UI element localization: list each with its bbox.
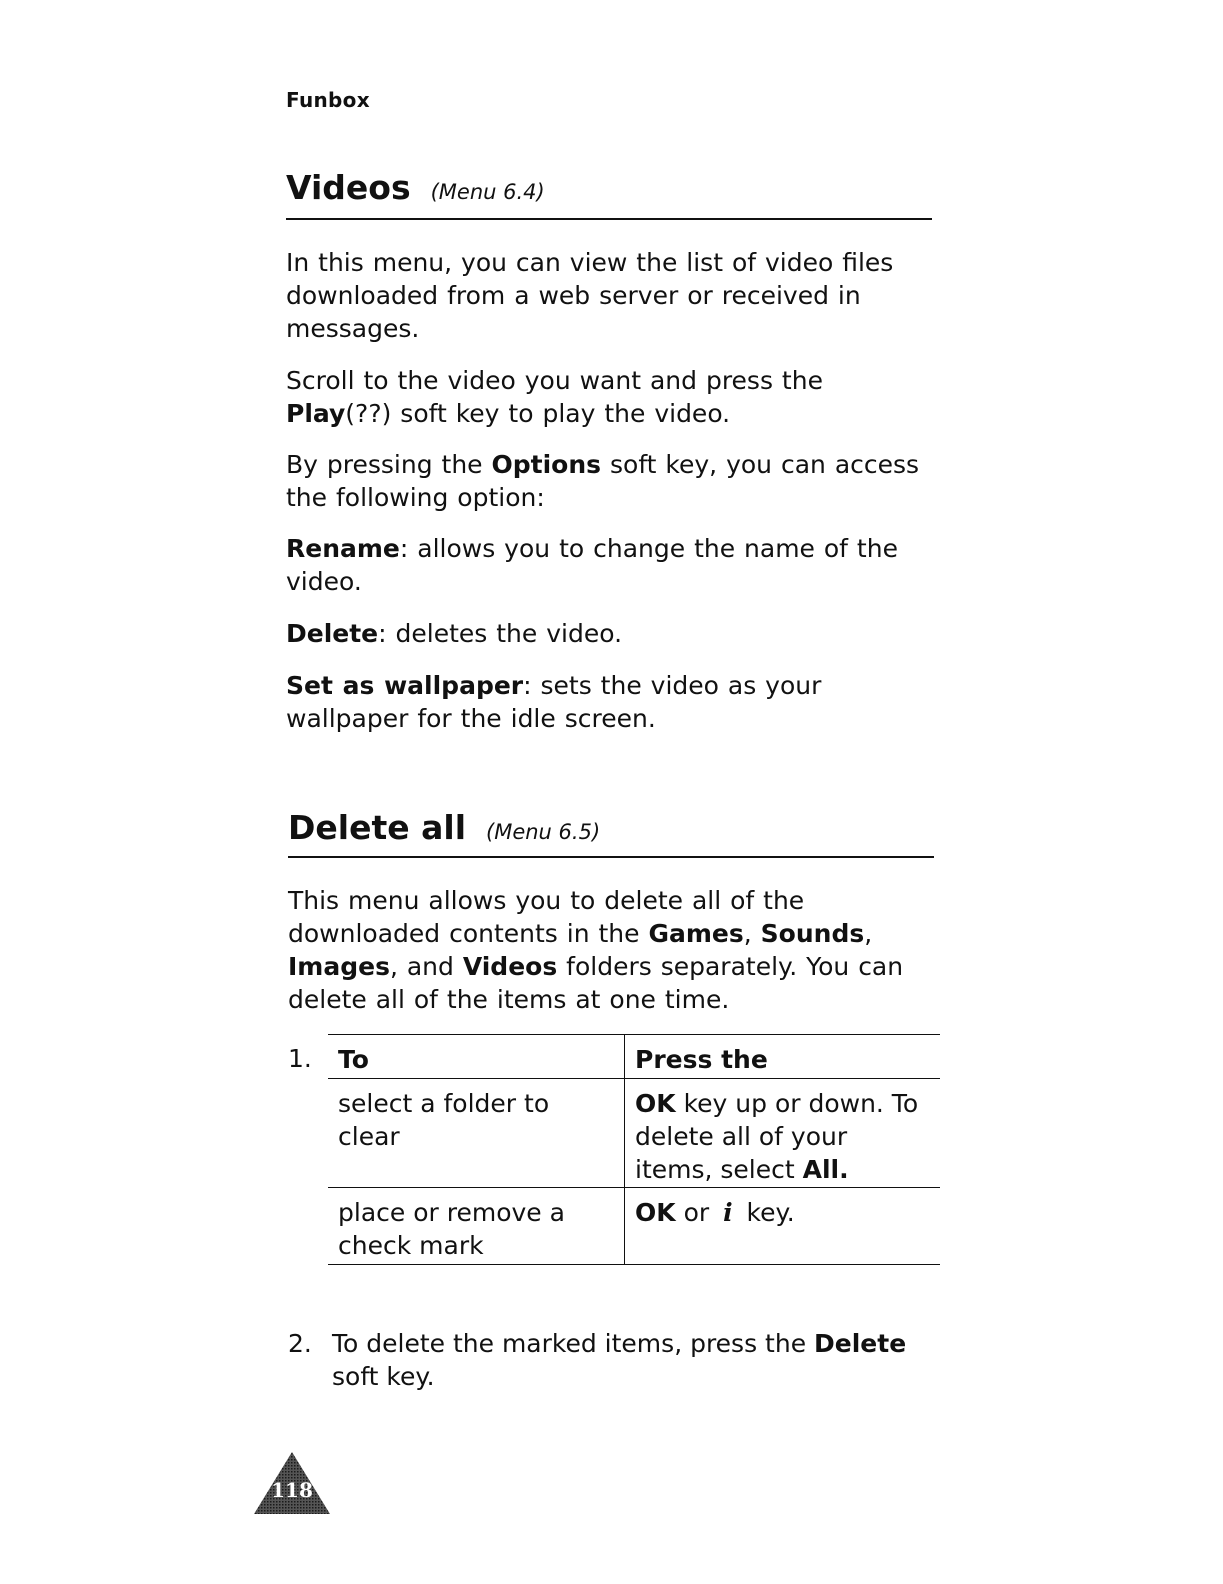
videos-intro: In this menu, you can view the list of video files downloaded from a web server or received in messages. — [286, 248, 894, 343]
play-key-label: Play — [286, 399, 346, 428]
step-2 — [288, 1327, 928, 1393]
info-key-icon: i — [723, 1198, 733, 1227]
option-set-as-wallpaper — [286, 669, 916, 735]
folder-games: Games — [648, 919, 744, 948]
step-text — [332, 1327, 928, 1393]
option-delete — [286, 617, 916, 650]
text-run: By pressing the — [286, 450, 492, 479]
page-number-badge — [252, 1450, 332, 1516]
ok-key-label: OK — [635, 1198, 676, 1227]
delete-key-label: Delete — [814, 1329, 907, 1358]
running-head: Funbox — [286, 88, 370, 112]
section-title: Delete all — [288, 808, 467, 847]
section-heading-delete-all — [288, 808, 934, 858]
text-run: Scroll to the video you want and press the — [286, 366, 823, 395]
table-header-row — [328, 1035, 940, 1079]
table-cell-press — [625, 1079, 940, 1187]
folder-videos: Videos — [462, 952, 558, 981]
step-number: 2. — [288, 1329, 312, 1358]
section-heading-videos — [286, 168, 932, 220]
step-number: 1. — [288, 1044, 312, 1073]
text-run: , and — [389, 952, 463, 981]
column-header-press: Press the — [635, 1045, 768, 1074]
text-run: soft key, you can access the following option: — [286, 450, 920, 512]
text-run: key up or down. To delete all of your items, select — [635, 1089, 919, 1184]
text-run: , — [743, 919, 761, 948]
section-title: Videos — [286, 168, 411, 207]
text-run: folders separately. You can delete all of the items at one time. — [288, 952, 904, 1014]
all-option-label: All — [802, 1155, 840, 1184]
option-term: Delete — [286, 619, 379, 648]
instruction-table — [328, 1034, 940, 1265]
table-cell-to: place or remove a check mark — [328, 1188, 625, 1264]
text-run: or — [675, 1198, 718, 1227]
text-run: This menu allows you to delete all of the downloaded contents in the — [288, 886, 805, 948]
text-run: , — [864, 919, 873, 948]
column-header-to: To — [328, 1035, 625, 1078]
videos-options-paragraph — [286, 448, 936, 514]
option-description: : allows you to change the name of the video. — [286, 534, 898, 596]
table-cell-to: select a folder to clear — [328, 1079, 625, 1187]
text-run: key. — [738, 1198, 795, 1227]
delete-all-intro — [288, 884, 928, 1016]
table-row — [328, 1188, 940, 1265]
menu-reference: (Menu 6.4) — [430, 180, 545, 204]
option-term: Set as wallpaper — [286, 671, 524, 700]
folder-images: Images — [288, 952, 390, 981]
table-row — [328, 1079, 940, 1188]
menu-reference: (Menu 6.5) — [486, 820, 601, 844]
text-run: . — [839, 1155, 849, 1184]
videos-scroll-paragraph — [286, 364, 936, 430]
option-rename — [286, 532, 916, 598]
page-number: 118 — [271, 1478, 313, 1502]
option-term: Rename — [286, 534, 400, 563]
option-description: : deletes the video. — [378, 619, 623, 648]
ok-key-label: OK — [635, 1089, 676, 1118]
table-cell-press — [625, 1188, 940, 1264]
folder-sounds: Sounds — [760, 919, 865, 948]
text-run: (??) soft key to play the video. — [345, 399, 731, 428]
options-key-label: Options — [491, 450, 602, 479]
text-run: To delete the marked items, press the — [332, 1329, 815, 1358]
option-description: : sets the video as your wallpaper for the idle screen. — [286, 671, 822, 733]
text-run: soft key. — [332, 1362, 435, 1391]
